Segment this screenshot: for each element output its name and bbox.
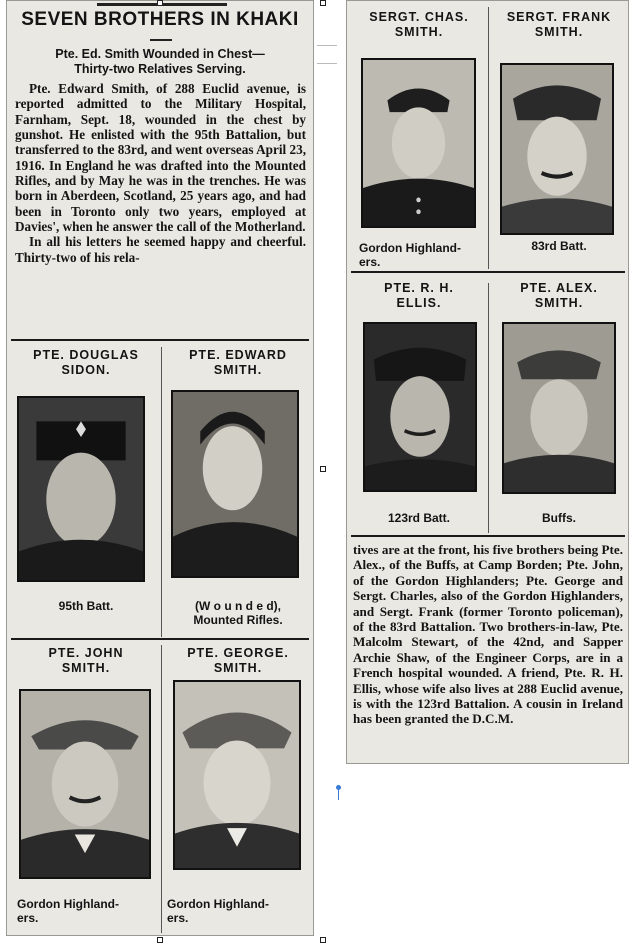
section-rule <box>351 271 625 273</box>
article-body <box>15 81 306 265</box>
left-clipping <box>6 0 314 936</box>
location-pin-stem <box>338 789 339 800</box>
portrait-name-frank: SERGT. FRANK SMITH. <box>506 10 612 39</box>
section-rule <box>11 339 309 341</box>
section-rule <box>351 535 625 537</box>
resize-handle-icon[interactable] <box>320 466 326 472</box>
portrait-caption-edward: (W o u n d e d), Mounted Rifles. <box>193 599 283 627</box>
article-paragraph-2: In all his letters he seemed happy and cheerful. Thirty-two of his rela- <box>15 234 306 265</box>
portrait-name-douglas: PTE. DOUGLAS SIDON. <box>33 348 139 377</box>
resize-handle-icon[interactable] <box>157 0 163 6</box>
portrait-caption-alex: Buffs. <box>542 511 576 525</box>
portrait-name-john: PTE. JOHN SMITH. <box>48 646 124 675</box>
guide-line <box>317 45 337 46</box>
portrait-name-ellis: PTE. R. H. ELLIS. <box>384 281 454 310</box>
portrait-photo-icon <box>17 396 145 582</box>
guide-line <box>317 63 337 64</box>
portrait-name-george: PTE. GEORGE. SMITH. <box>187 646 289 675</box>
portrait-photo-icon <box>502 322 616 494</box>
portrait-photo-icon <box>19 689 151 879</box>
portrait-caption-douglas: 95th Batt. <box>58 599 114 613</box>
portrait-photo-icon <box>363 322 477 492</box>
right-clipping <box>346 0 629 764</box>
portrait-caption-john: Gordon Highland- ers. <box>17 897 119 925</box>
column-divider <box>161 645 162 933</box>
portrait-caption-frank: 83rd Batt. <box>531 239 587 253</box>
portrait-caption-george: Gordon Highland- ers. <box>167 897 269 925</box>
resize-handle-icon[interactable] <box>320 937 326 943</box>
headline: SEVEN BROTHERS IN KHAKI <box>21 9 299 30</box>
portrait-name-alex: PTE. ALEX. SMITH. <box>520 281 598 310</box>
portrait-photo-icon <box>173 680 301 870</box>
portrait-caption-chas: Gordon Highland- ers. <box>359 241 461 269</box>
portrait-name-edward: PTE. EDWARD SMITH. <box>189 348 287 377</box>
article-continuation: tives are at the front, his five brothers being Pte. Alex., of the Buffs, at Camp Borden; Pte. John, of the Gordon Highlanders; Pte. George and Sergt. Charles, also of the Gordon Highlanders, and Sergt. Frank (former Toronto policeman), of the 83rd Battalion. Two brothers-in-law, Pte. Malcolm Stewart, of the 42nd, and Sapper Archie Shaw, of the Engineer Corps, are in a French hospital wounded. A friend, Pte. R. H. Ellis, whose wife also lives at 288 Euclid avenue, is with the 123rd Battalion. A cousin in Ireland has been granted the D.C.M. <box>353 542 623 727</box>
subhead-line-1: Pte. Ed. Smith Wounded in Chest— <box>55 47 265 61</box>
column-divider <box>488 7 489 269</box>
portrait-photo-icon <box>361 58 476 228</box>
portrait-name-chas: SERGT. CHAS. SMITH. <box>369 10 469 39</box>
resize-handle-icon[interactable] <box>157 937 163 943</box>
article-paragraph-1: Pte. Edward Smith, of 288 Euclid avenue, is reported admitted to the Military Hospital, Farnham, Sept. 18, wounded in the chest by gunshot. He enlisted with the 95th Battalion, but transferred to the 83rd, and went overseas April 23, 1916. In England he was drafted into the Mounted Rifles, and by May he was in the trenches. He was born in Aberdeen, Scotland, 25 years ago, and had been in Toronto only two years, employed at Davies', when he answer the call of the Motherland. <box>15 81 306 235</box>
portrait-photo-icon <box>171 390 299 578</box>
subhead-line-2: Thirty-two Relatives Serving. <box>74 62 246 76</box>
column-divider <box>161 347 162 637</box>
section-rule <box>11 638 309 640</box>
portrait-photo-icon <box>500 63 614 235</box>
subheadline <box>7 47 313 77</box>
portrait-caption-ellis: 123rd Batt. <box>387 511 451 525</box>
column-divider <box>488 283 489 533</box>
headline-dash <box>150 39 172 41</box>
resize-handle-icon[interactable] <box>320 0 326 6</box>
